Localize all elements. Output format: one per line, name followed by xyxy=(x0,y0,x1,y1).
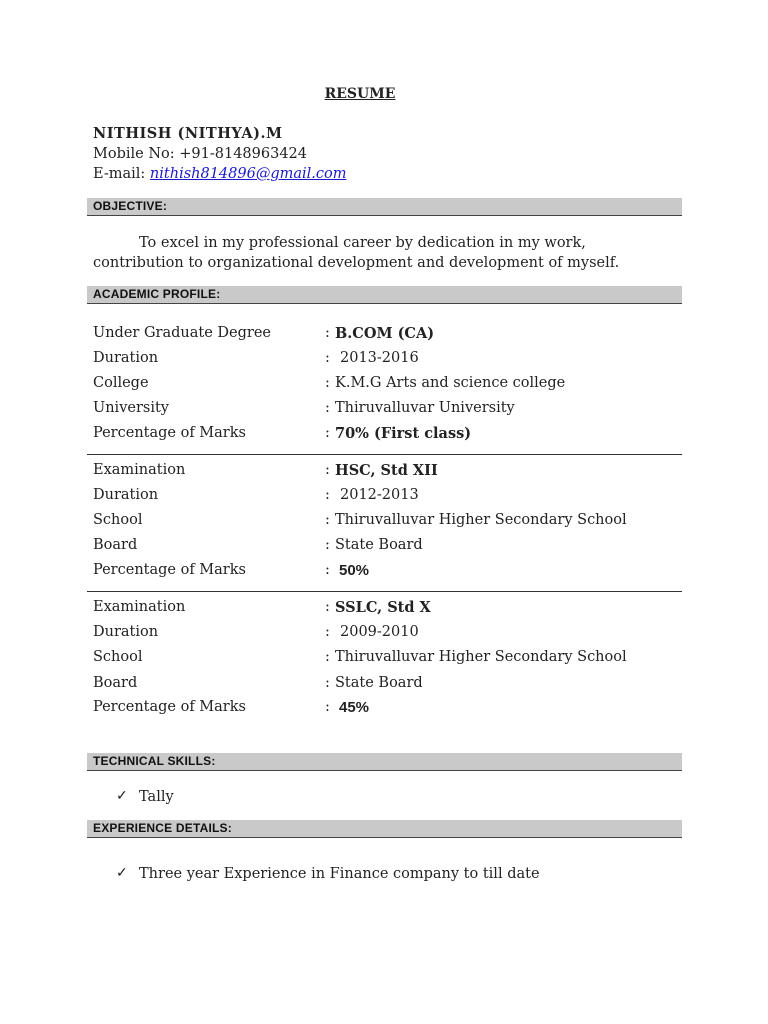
field-value: Thiruvalluvar Higher Secondary School xyxy=(335,512,627,528)
divider xyxy=(87,591,682,592)
field-label: Examination xyxy=(93,599,186,615)
colon: : xyxy=(325,325,330,341)
colon: : xyxy=(325,649,330,665)
colon: : xyxy=(325,375,330,391)
mobile-label: Mobile No: xyxy=(93,146,175,162)
resume-title: RESUME xyxy=(324,86,396,102)
email-line xyxy=(93,166,347,182)
colon: : xyxy=(325,512,330,528)
field-label: College xyxy=(93,375,149,391)
section-technical-skills xyxy=(87,753,682,771)
field-value: HSC, Std XII xyxy=(335,462,438,479)
field-value: K.M.G Arts and science college xyxy=(335,375,566,391)
experience-item: Three year Experience in Finance company to till date xyxy=(139,866,540,882)
check-icon: ✓ xyxy=(116,788,128,804)
colon: : xyxy=(325,537,330,553)
field-value: Thiruvalluvar Higher Secondary School xyxy=(335,649,627,665)
field-label: Percentage of Marks xyxy=(93,562,246,578)
section-objective-label: OBJECTIVE: xyxy=(93,199,168,213)
check-icon: ✓ xyxy=(116,865,128,881)
field-label: Examination xyxy=(93,462,186,478)
colon: : xyxy=(325,350,330,366)
objective-line-2: contribution to organizational development and development of myself. xyxy=(93,255,620,271)
field-value: 70% (First class) xyxy=(335,425,472,442)
colon: : xyxy=(325,624,330,640)
email-label: E-mail: xyxy=(93,166,146,182)
field-label: Percentage of Marks xyxy=(93,425,246,441)
section-academic xyxy=(87,286,682,304)
skill-item: Tally xyxy=(139,789,174,805)
field-label: Duration xyxy=(93,350,159,366)
field-value: State Board xyxy=(335,537,423,553)
email-link[interactable]: nithish814896@gmail.com xyxy=(149,166,347,182)
colon: : xyxy=(325,599,330,615)
colon: : xyxy=(325,487,330,503)
field-label: School xyxy=(93,512,143,528)
colon: : xyxy=(325,400,330,416)
field-label: School xyxy=(93,649,143,665)
colon: : xyxy=(325,462,330,478)
field-value: B.COM (CA) xyxy=(335,325,435,342)
candidate-name: NITHISH (NITHYA).M xyxy=(93,125,283,142)
objective-line-1: To excel in my professional career by dedication in my work, xyxy=(139,235,586,251)
section-technical-skills-label: TECHNICAL SKILLS: xyxy=(93,754,216,768)
field-value: 50% xyxy=(339,562,370,579)
field-label: University xyxy=(93,400,169,416)
colon: : xyxy=(325,562,330,578)
field-value: 2009-2010 xyxy=(340,624,419,640)
field-label: Duration xyxy=(93,487,159,503)
colon: : xyxy=(325,675,330,691)
divider xyxy=(87,454,682,455)
field-value: Thiruvalluvar University xyxy=(335,400,515,416)
colon: : xyxy=(325,425,330,441)
section-objective xyxy=(87,198,682,216)
field-label: Duration xyxy=(93,624,159,640)
field-label: Board xyxy=(93,537,138,553)
field-value: 2013-2016 xyxy=(340,350,419,366)
field-value: State Board xyxy=(335,675,423,691)
colon: : xyxy=(325,699,330,715)
mobile-line xyxy=(93,146,307,162)
section-experience xyxy=(87,820,682,838)
field-value: 45% xyxy=(339,699,370,716)
field-label: Board xyxy=(93,675,138,691)
section-academic-label: ACADEMIC PROFILE: xyxy=(93,287,221,301)
section-experience-label: EXPERIENCE DETAILS: xyxy=(93,821,232,835)
mobile-number: +91-8148963424 xyxy=(179,146,308,162)
field-value: 2012-2013 xyxy=(340,487,419,503)
field-value: SSLC, Std X xyxy=(335,599,431,616)
field-label: Percentage of Marks xyxy=(93,699,246,715)
field-label: Under Graduate Degree xyxy=(93,325,271,341)
